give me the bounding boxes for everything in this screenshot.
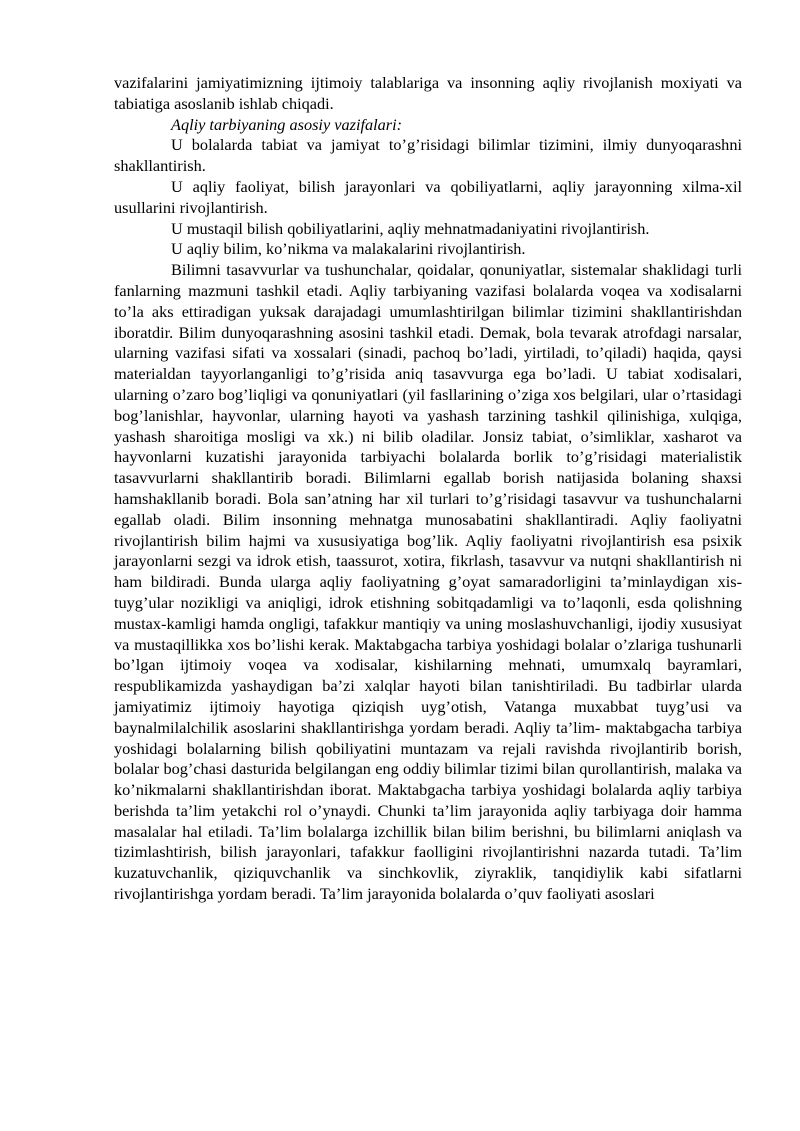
list-item: U aqliy faoliyat, bilish jarayonlari va qobiliyatlarni, aqliy jarayonning xilma-xil usullarini rivojlantirish.: [114, 176, 742, 217]
list-item: U bolalarda tabiat va jamiyat to’g’risidagi bilimlar tizimini, ilmiy dunyoqarashni shakllantirish.: [114, 135, 742, 176]
list-item: U mustaqil bilish qobiliyatlarini, aqliy mehnatmadaniyatini rivojlantirish.: [171, 218, 650, 238]
section-heading: Aqliy tarbiyaning asosiy vazifalari:: [171, 114, 403, 134]
body-paragraph: Bilimni tasavvurlar va tushunchalar, qoidalar, qonuniyatlar, sistemalar shaklidagi turli fanlarning mazmuni tashkil etadi. Aqliy tarbiyaning vazifasi bolalarda voqea va xodisalarni to’la aks ettiradigan yuksak darajadagi umumlashtirilgan bilimlar tizimini shakllantirishdan iboratdir. Bilim dunyoqarashning asosini tashkil etadi. Demak, bola tevarak atrofdagi narsalar, ularning vazifasi sifati va xossalari (sinadi, pachoq bo’ladi, yirtiladi, to’qiladi) haqida, qaysi materialdan tayyorlanganligi to’g’risida aniq tasavvurga ega bo’ladi. U tabiat xodisalari, ularning o’zaro bog’liqligi va qonuniyatlari (yil fasllarining o’ziga xos belgilari, ular o’rtasidagi bog’lanishlar, hayvonlar, ularning hayoti va yashash tarzining tashkil qilinishiga, xulqiga, yashash sharoitiga mosligi va xk.) ni bilib oladilar. Jonsiz tabiat, o’simliklar, xasharot va hayvonlarni kuzatishi jarayonida tarbiyachi bolalarda borlik to’g’risidagi materialistik tasavvurlarni shakllantirib boradi. Bilimlarni egallab borish natijasida bolaning shaxsi hamshakllanib boradi. Bola san’atning har xil turlari to’g’risidagi tasavvur va tushunchalarni egallab oladi. Bilim insonning mehnatga munosabatini shakllantiradi. Aqliy faoliyatni rivojlantirish bilim hajmi va xususiyatiga bog’lik. Aqliy faoliyatni rivojlantirish esa psixik jarayonlarni sezgi va idrok etish, taassurot, xotira, fikrlash, tasavvur va nutqni shakllantirish ni ham bildiradi. Bunda ularga aqliy faoliyatning g’oyat samaradorligini ta’minlaydigan xis-tuyg’ular nozikligi va aniqligi, idrok etishning sobitqadamligi va to’laqonli, esda qolishning mustax-kamligi hamda ongligi, tafakkur mantiqiy va uning moslashuvchanligi, ijodiy xususiyat va mustaqillikka xos bo’lishi kerak. Maktabgacha tarbiya yoshidagi bolalar o’zlariga tushunarli bo’lgan ijtimoiy voqea va xodisalar, kishilarning mehnati, umumxalq bayramlari, respublikamizda yashaydigan ba’zi xalqlar hayoti bilan tanishtiriladi. Bu tadbirlar ularda jamiyatimiz ijtimoiy hayotiga qiziqish uyg’otish, Vatanga muxabbat tuyg’usi va baynalmilalchilik asoslarini shakllantirishga yordam beradi. Aqliy ta’lim- maktabgacha tarbiya yoshidagi bolalarning bilish qobiliyatini muntazam va rejali ravishda rivojlantirib borish, bolalar bog’chasi dasturida belgilangan eng oddiy bilimlar tizimi bilan qurollantirish, malaka va ko’nikmalarni shakllantirishdan iborat. Maktabgacha tarbiya yoshidagi bolalarda aqliy tarbiya berishda ta’lim yetakchi rol o’ynaydi. Chunki ta’lim jarayonida aqliy tarbiyaga doir hamma masalalar hal etiladi. Ta’lim bolalarga izchillik bilan bilim berishni, bu bilimlarni aniqlash va tizimlashtirish, bilish jarayonlari, tafakkur faolligini rivojlantirishni nazarda tutadi. Ta’lim kuzatuvchanlik, qiziquvchanlik va sinchkovlik, ziyraklik, tanqidiylik kabi sifatlarni rivojlantirishga yordam beradi. Ta’lim jarayonida bolalarda o’quv faoliyati asoslari: [114, 260, 742, 904]
body-text: [114, 73, 742, 905]
paragraph-continuation: vazifalarini jamiyatimizning ijtimoiy talablariga va insonning aqliy rivojlanish moxiyati va tabiatiga asoslanib ishlab chiqadi.: [114, 73, 742, 113]
list-item: U aqliy bilim, ko’nikma va malakalarini rivojlantirish.: [171, 239, 526, 259]
